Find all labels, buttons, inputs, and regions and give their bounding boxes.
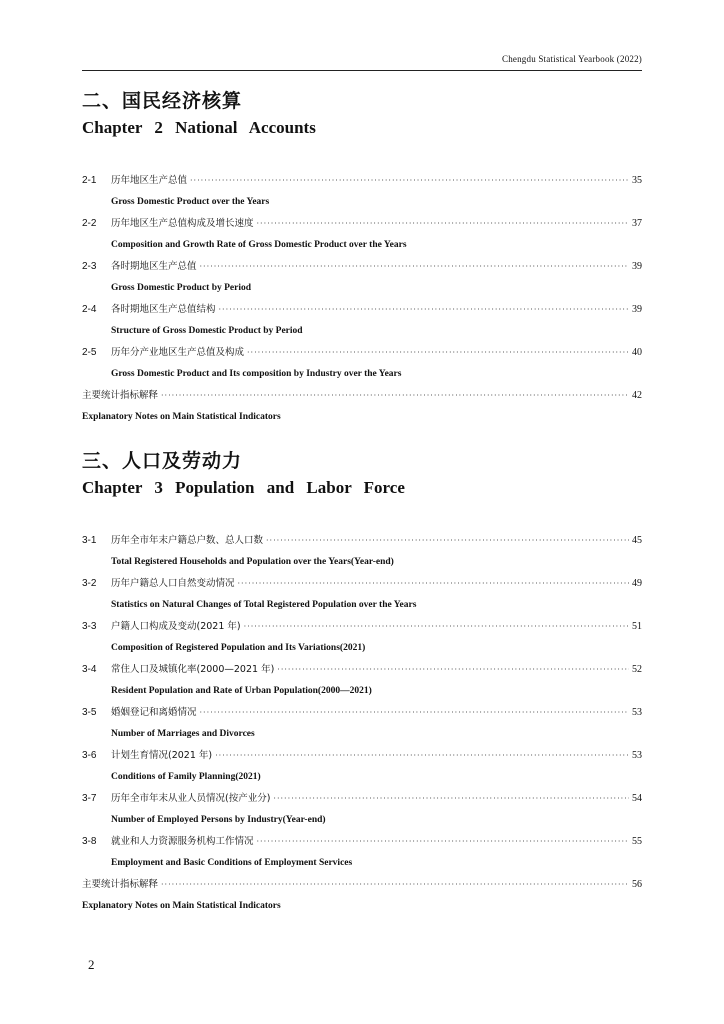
entry-title-cn: 计划生育情况(2021 年) [111,750,213,761]
entry-number: 3-6 [82,750,97,761]
entry-number: 3-2 [82,578,97,589]
toc-notes-entry[interactable] [82,385,642,428]
entry-title-en: Number of Marriages and Divorces [111,728,255,739]
notes-title-cn: 主要统计指标解释 [82,879,159,890]
entry-title-cn: 历年分产业地区生产总值及构成 [111,347,245,358]
entry-title-en: Employment and Basic Conditions of Employment Services [111,857,353,868]
toc-notes-entry[interactable] [82,874,642,917]
entry-title-en: Gross Domestic Product by Period [111,282,252,293]
toc-entry[interactable] [82,170,642,213]
leader-dots [247,342,629,364]
entry-title-en: Gross Domestic Product and Its composition by Industry over the Years [111,368,402,379]
page-number: 2 [88,957,95,972]
entry-page: 45 [632,535,642,546]
entry-title-cn: 历年地区生产总值 [111,175,188,186]
toc-list [82,530,642,917]
entry-title-cn: 历年户籍总人口自然变动情况 [111,578,235,589]
entry-page: 37 [632,218,642,229]
entry-title-cn: 各时期地区生产总值结构 [111,304,216,315]
chapter-title-en: Chapter 2 National Accounts [82,118,316,137]
entry-number: 3-7 [82,793,97,804]
chapter-title-cn: 二、国民经济核算 [82,90,243,112]
entry-title-cn: 历年全市年末从业人员情况(按产业分) [111,793,271,804]
entry-page: 55 [632,836,642,847]
notes-title-en: Explanatory Notes on Main Statistical Indicators [82,411,281,422]
leader-dots [161,874,629,896]
entry-title-en: Structure of Gross Domestic Product by Period [111,325,303,336]
header-divider [82,70,642,71]
toc-entry[interactable] [82,256,642,299]
toc-entry[interactable] [82,788,642,831]
toc-entry[interactable] [82,745,642,788]
entry-title-en: Conditions of Family Planning(2021) [111,771,261,782]
toc-entry[interactable] [82,342,642,385]
entry-page: 56 [632,879,642,890]
entry-number: 3-3 [82,621,97,632]
notes-title-cn: 主要统计指标解释 [82,390,159,401]
entry-page: 49 [632,578,642,589]
entry-page: 52 [632,664,642,675]
entry-page: 40 [632,347,642,358]
toc-entry[interactable] [82,530,642,573]
leader-dots [244,616,629,638]
chapter-title-en: Chapter 3 Population and Labor Force [82,478,405,497]
chapter-title-cn: 三、人口及劳动力 [82,450,243,472]
entry-page: 42 [632,390,642,401]
entry-number: 3-1 [82,535,97,546]
entry-title-en: Number of Employed Persons by Industry(Year-end) [111,814,326,825]
entry-title-cn: 各时期地区生产总值 [111,261,197,272]
running-header: Chengdu Statistical Yearbook (2022) [502,54,642,64]
entry-number: 2-2 [82,218,97,229]
entry-page: 35 [632,175,642,186]
entry-title-cn: 婚姻登记和离婚情况 [111,707,197,718]
toc-entry[interactable] [82,659,642,702]
toc-entry[interactable] [82,213,642,256]
entry-number: 2-1 [82,175,97,186]
entry-title-cn: 历年地区生产总值构成及增长速度 [111,218,254,229]
leader-dots [257,831,629,853]
entry-number: 2-3 [82,261,97,272]
leader-dots [273,788,629,810]
entry-title-en: Total Registered Households and Population over the Years(Year-end) [111,556,394,567]
entry-title-cn: 常住人口及城镇化率(2000—2021 年) [111,664,275,675]
leader-dots [277,659,629,681]
entry-title-en: Gross Domestic Product over the Years [111,196,270,207]
leader-dots [257,213,629,235]
notes-title-en: Explanatory Notes on Main Statistical Indicators [82,900,281,911]
toc-entry[interactable] [82,616,642,659]
leader-dots [266,530,629,552]
entry-number: 3-5 [82,707,97,718]
entry-page: 53 [632,750,642,761]
leader-dots [190,170,629,192]
leader-dots [215,745,629,767]
entry-title-cn: 历年全市年末户籍总户数、总人口数 [111,535,264,546]
leader-dots [219,299,629,321]
entry-number: 3-4 [82,664,97,675]
entry-title-en: Resident Population and Rate of Urban Population(2000—2021) [111,685,372,696]
toc-entry[interactable] [82,299,642,342]
toc-list [82,170,642,428]
entry-page: 54 [632,793,642,804]
entry-title-en: Statistics on Natural Changes of Total Registered Population over the Years [111,599,417,610]
leader-dots [161,385,629,407]
entry-title-en: Composition and Growth Rate of Gross Domestic Product over the Years [111,239,407,250]
entry-title-cn: 就业和人力资源服务机构工作情况 [111,836,254,847]
entry-title-en: Composition of Registered Population and Its Variations(2021) [111,642,366,653]
leader-dots [200,256,629,278]
leader-dots [238,573,629,595]
entry-page: 51 [632,621,642,632]
toc-entry[interactable] [82,702,642,745]
entry-title-cn: 户籍人口构成及变动(2021 年) [111,621,241,632]
entry-page: 53 [632,707,642,718]
entry-number: 2-5 [82,347,97,358]
leader-dots [200,702,629,724]
chapter-3-section [82,446,642,917]
entry-number: 2-4 [82,304,97,315]
entry-number: 3-8 [82,836,97,847]
chapter-2-section [82,86,642,428]
entry-page: 39 [632,261,642,272]
entry-page: 39 [632,304,642,315]
toc-entry[interactable] [82,831,642,874]
toc-entry[interactable] [82,573,642,616]
